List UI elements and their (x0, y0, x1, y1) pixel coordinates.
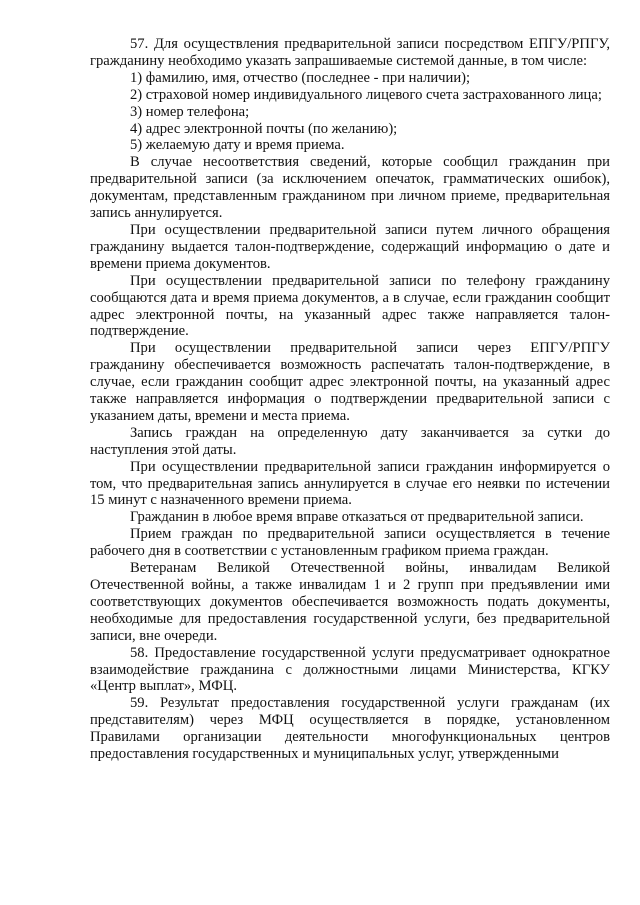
list-item-phone: 3) номер телефона; (130, 103, 250, 120)
paragraph-veterans: Ветеранам Великой Отечественной войны, инвалидам Великой Отечественной войны, а также инвалидам 1 и 2 групп при предъявлении ими соответствующих документов обеспечивается возможность подать документы, необходимые для предоставления государственной услуги, без предварительной записи, вне очереди. (90, 560, 610, 644)
paragraph-by-phone: При осуществлении предварительной записи по телефону гражданину сообщаются дата и время приема документов, а в случае, если гражданин сообщит адрес электронной почты, на указанный адрес также направляется талон-подтверждение. (90, 272, 610, 340)
paragraph-deadline: Запись граждан на определенную дату заканчивается за сутки до наступления этой даты. (90, 424, 610, 458)
paragraph-refusal: Гражданин в любое время вправе отказаться от предварительной записи. (130, 509, 584, 526)
paragraph-via-portal: При осуществлении предварительной записи через ЕПГУ/РПГУ гражданину обеспечивается возможность распечатать талон-подтверждение, в случае, если гражданин сообщит адрес электронной почты, на указанный адрес также направляется информация о подтверждении предварительной записи с указанием даты, времени и места приема. (90, 340, 610, 424)
paragraph-working-hours: Прием граждан по предварительной записи осуществляется в течение рабочего дня в соответствии с установленным графиком приема граждан. (90, 526, 610, 560)
document-page (90, 36, 610, 763)
paragraph-58: 58. Предоставление государственной услуги предусматривает однократное взаимодействие гражданина с должностными лицами Министерства, КГКУ «Центр выплат», МФЦ. (90, 644, 610, 695)
paragraph-cancellation: При осуществлении предварительной записи гражданин информируется о том, что предварительная запись аннулируется в случае его неявки по истечении 15 минут с назначенного времени приема. (90, 458, 610, 509)
paragraph-59: 59. Результат предоставления государственной услуги гражданам (их представителям) через МФЦ осуществляется в порядке, установленном Правилами организации деятельности многофункциональных центров предоставления государственных и муниципальных услуг, утвержденными (90, 695, 610, 763)
paragraph-in-person: При осуществлении предварительной записи путем личного обращения гражданину выдается талон-подтверждение, содержащий информацию о дате и времени приема документов. (90, 221, 610, 272)
list-item-email: 4) адрес электронной почты (по желанию); (130, 120, 398, 137)
paragraph-mismatch: В случае несоответствия сведений, которые сообщил гражданин при предварительной записи (за исключением опечаток, грамматических ошибок), документам, представленным гражданином при личном приеме, предварительная запись аннулируется. (90, 154, 610, 222)
list-item-full-name: 1) фамилию, имя, отчество (последнее - при наличии); (130, 69, 471, 86)
list-item-date-time: 5) желаемую дату и время приема. (130, 137, 345, 154)
list-item-snils: 2) страховой номер индивидуального лицевого счета застрахованного лица; (130, 86, 602, 103)
paragraph-57-intro: 57. Для осуществления предварительной записи посредством ЕПГУ/РПГУ, гражданину необходимо указать запрашиваемые системой данные, в том числе: (90, 36, 610, 69)
